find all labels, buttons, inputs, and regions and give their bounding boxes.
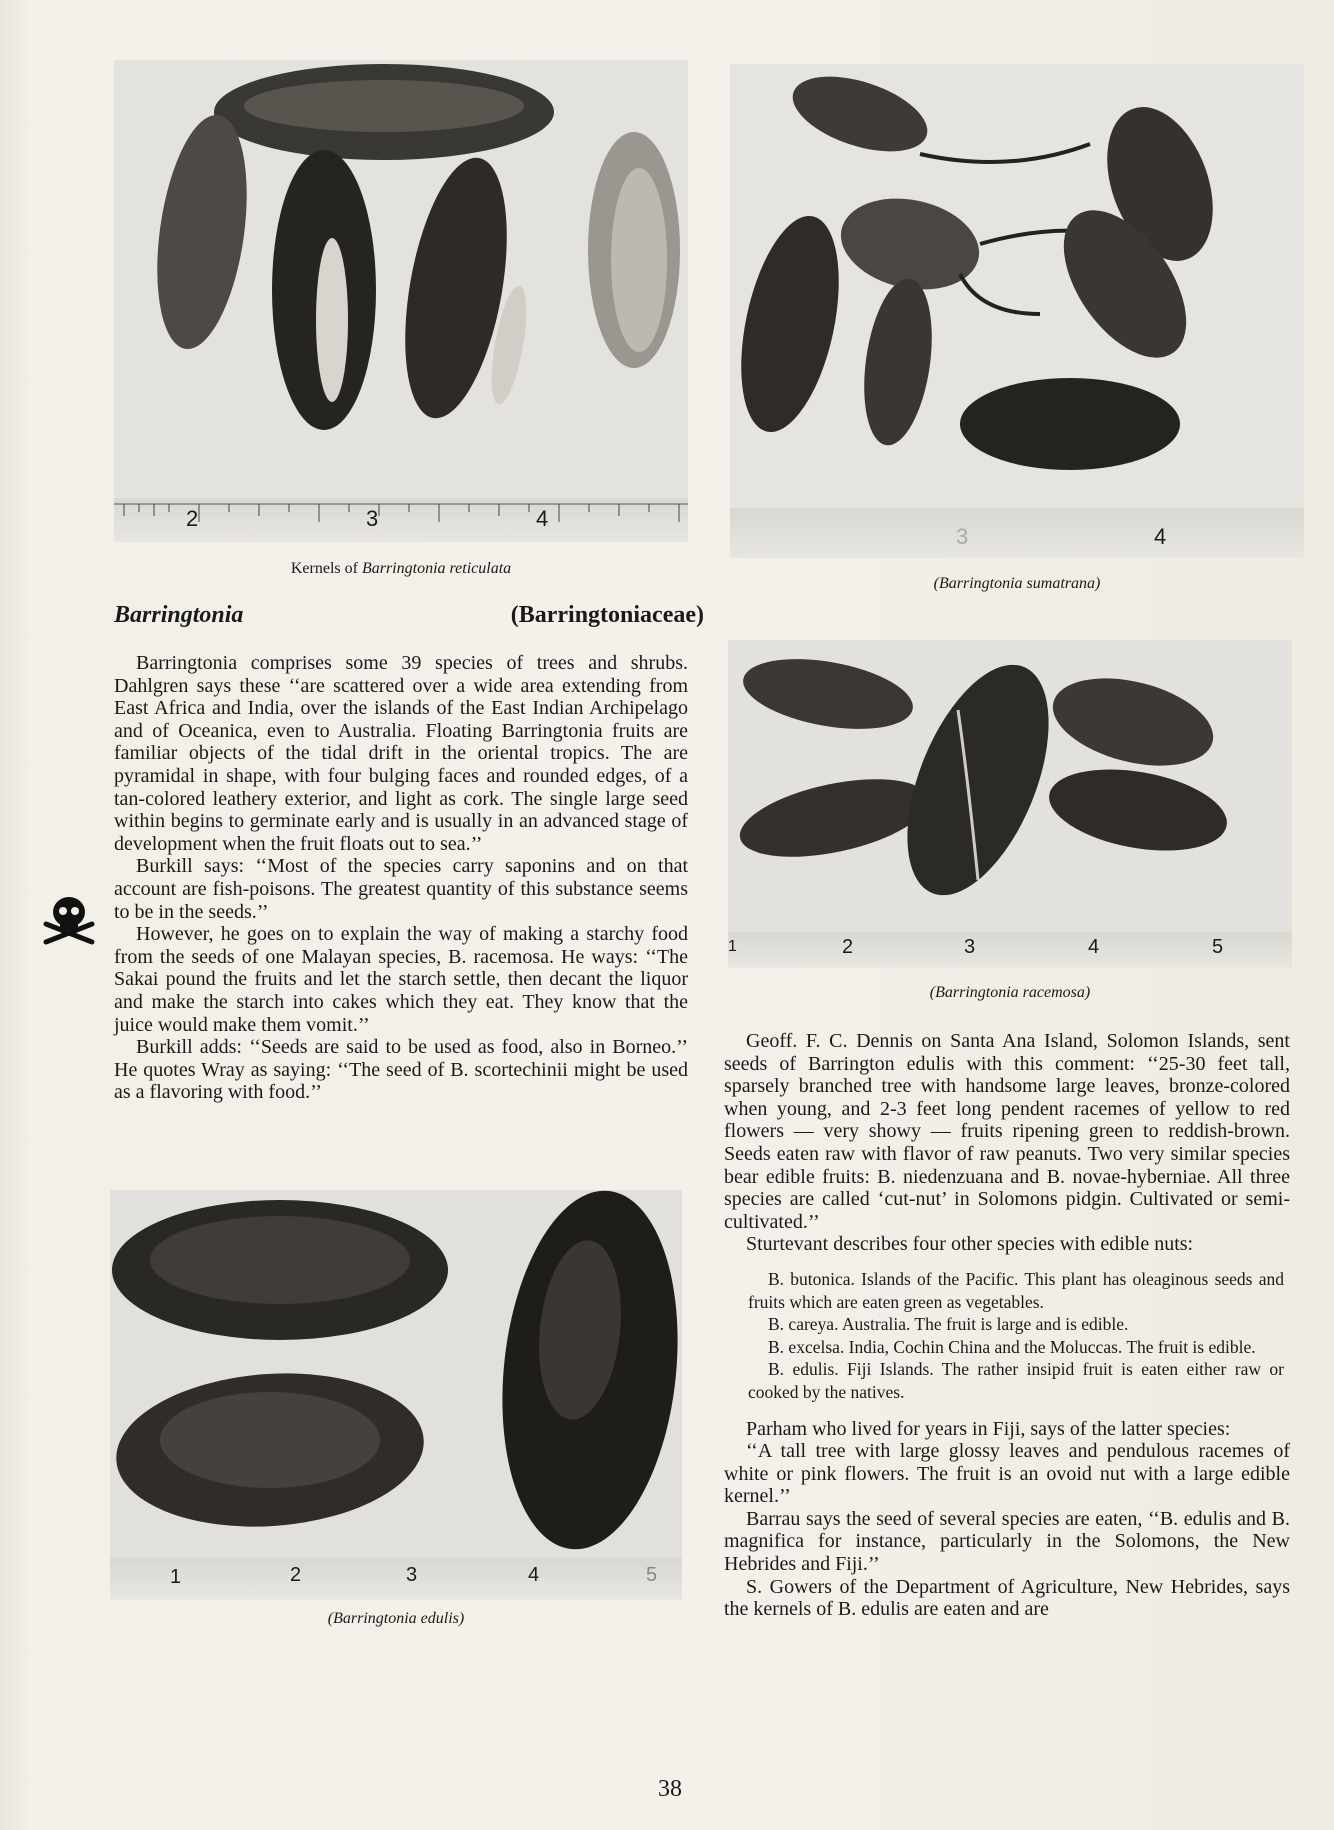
right-column-text [724,1030,1290,1621]
caption-edulis: (Barringtonia edulis) [327,1610,465,1627]
photo-barringtonia-reticulata [114,60,688,542]
measuring-ruler [110,1558,682,1600]
caption-reticulata [114,560,688,578]
ruler-label: 3 [366,506,379,531]
ruler-label: 4 [1154,524,1167,549]
quote-entry: B. careya. Australia. The fruit is large and is edible. [768,1314,1129,1335]
paragraph: S. Gowers of the Department of Agriculture, New Hebrides, says the kernels of B. edulis are eaten and are [724,1575,1290,1621]
ruler-label: 4 [1088,936,1100,958]
paragraph: Burkill says: ‘‘Most of the species carry saponins and on that account are fish-poisons. The greatest quantity of this substance seems to be in the seeds.’’ [114,855,688,923]
paragraph: Burkill adds: ‘‘Seeds are said to be used as food, also in Borneo.’’ He quotes Wray as saying: ‘‘The seed of B. scortechinii might be used as a flavoring with food.’’ [114,1036,688,1104]
sturtevant-quote [748,1268,1284,1404]
measuring-ruler [114,498,688,542]
ruler-label: 2 [842,936,854,958]
ruler-label: 4 [528,1564,540,1586]
ruler-label: 1 [170,1566,182,1588]
paragraph: However, he goes on to explain the way of making a starchy food from the seeds of one Malayan species, B. racemosa. He ways: ‘‘The Sakai pound the fruits and let the starch settle, then decant the liquor and make the starch into cakes which they eat. They know that the juice would make them vomit.’’ [114,923,688,1036]
quote-entry: B. butonica. Islands of the Pacific. This plant has oleaginous seeds and fruits which are eaten green as vegetables. [748,1268,1284,1312]
ruler-label: 1 [728,938,737,955]
left-column-text [114,652,688,1104]
quote-entry: B. edulis. Fiji Islands. The rather insipid fruit is eaten either raw or cooked by the natives. [748,1359,1284,1402]
caption-prefix: Kernels of [290,560,362,577]
measuring-ruler [728,932,1292,968]
photo-barringtonia-racemosa [728,640,1292,968]
quote-entry: B. excelsa. India, Cochin China and the Moluccas. The fruit is edible. [768,1336,1256,1357]
ruler-label: 2 [290,1564,302,1586]
ruler-label: 3 [964,936,976,958]
photo-barringtonia-sumatrana [730,64,1304,558]
caption-species: Barringtonia reticulata [361,560,512,577]
skull-crossbones-icon [40,894,98,946]
paragraph: Geoff. F. C. Dennis on Santa Ana Island, Solomon Islands, sent seeds of Barrington edulis with this comment: ‘‘25-30 feet tall, sparsely branched tree with handsome large leaves, bronze-colored when young, and 2-3 feet long pendent racemes of yellow to red flowers — very showy — fruits ripening green to reddish-brown. Seeds eaten raw with flavor of raw peanuts. Two very similar species bear edible fruits: B. niedenzuana and B. novae-hyberniae. All three species are called ‘cut-nut’ in Solomons pidgin. Cultivated or semi-cultivated.’’ [724,1030,1290,1233]
ruler-label: 2 [186,506,199,531]
family-title: (Barringtoniaceae) [510,602,704,628]
caption-racemosa: (Barringtonia racemosa) [929,984,1091,1001]
ruler-label: 5 [1212,936,1224,958]
measuring-ruler [730,508,1304,558]
ruler-label: 3 [406,1564,418,1586]
ruler-label: 4 [536,506,549,531]
ruler-label: 5 [646,1564,658,1586]
paragraph: Sturtevant describes four other species with edible nuts: [746,1233,1194,1256]
page-number: 38 [658,1776,682,1802]
genus-title: Barringtonia [114,602,244,628]
paragraph: Barrau says the seed of several species are eaten, ‘‘B. edulis and B. magnifica for instance, particularly in the Solomons, the New Hebrides and Fiji.’’ [724,1507,1290,1576]
ruler-label: 3 [956,524,969,549]
paragraph: ‘‘A tall tree with large glossy leaves and pendulous racemes of white or pink flowers. The fruit is an ovoid nut with a large edible kernel.’’ [724,1440,1290,1508]
section-heading [114,602,704,629]
caption-sumatrana: (Barringtonia sumatrana) [933,575,1101,592]
photo-barringtonia-edulis [110,1190,682,1600]
paragraph: Parham who lived for years in Fiji, says of the latter species: [746,1417,1231,1440]
paragraph: Barringtonia comprises some 39 species of trees and shrubs. Dahlgren says these ‘‘are scattered over a wide area extending from East Africa and India, over the islands of the East Indian Archipelago and of Oceanica, even to Australia. Floating Barringtonia fruits are familiar objects of the tidal drift in the oriental tropics. The are pyramidal in shape, with four bulging faces and rounded edges, of a tan-colored leathery exterior, and light as cork. The single large seed within begins to germinate early and is usually in an advanced stage of development when the fruit floats out to sea.’’ [114,652,688,855]
